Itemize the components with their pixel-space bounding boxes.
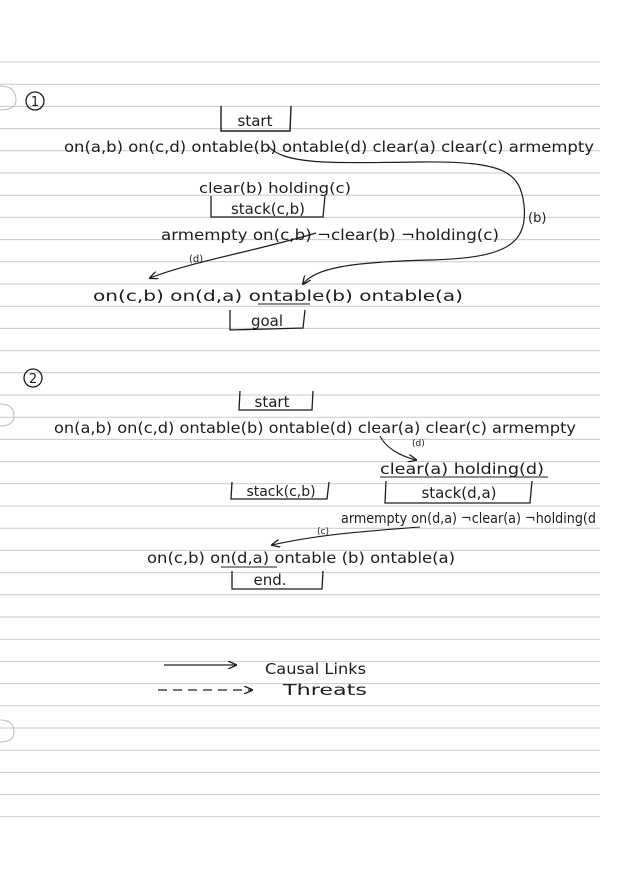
effects-1: armempty on(c,b) ¬clear(b) ¬holding(c) [161, 226, 499, 244]
end-state-2: on(c,b) on(d,a) ontable (b) ontable(a) [147, 549, 455, 567]
punch-hole-middle [0, 404, 14, 426]
diagram-1-number: 1 [30, 95, 40, 110]
action-label-2: stack(d,a) [421, 484, 497, 502]
link-label-c-2: (c) [317, 527, 329, 537]
action-label-1: stack(c,b) [230, 200, 306, 218]
start-state-2: on(a,b) on(c,d) ontable(b) ontable(d) clear(a) clear(c) armempty [54, 419, 577, 437]
link-label-d-2: (d) [412, 439, 425, 449]
preconditions-2: clear(a) holding(d) [380, 460, 544, 478]
diagram-1 [26, 92, 594, 330]
start-state-1: on(a,b) on(c,d) ontable(b) ontable(d) clear(a) clear(c) armempty [64, 138, 595, 156]
start-label-1: start [237, 112, 273, 130]
causal-link-b-1 [268, 146, 524, 284]
legend-threat-label: Threats [281, 681, 368, 699]
causal-link-c-2 [272, 527, 420, 545]
legend-causal-label: Causal Links [265, 660, 367, 678]
preconditions-1: clear(b) holding(c) [199, 181, 351, 197]
legend [158, 660, 367, 699]
effects-2: armempty on(d,a) ¬clear(a) ¬holding(d [341, 511, 596, 527]
diagram-2-number: 2 [28, 372, 38, 387]
pending-action-label-2: stack(c,b) [246, 484, 316, 500]
link-label-d-1: (d) [189, 254, 204, 265]
punch-hole-bottom [0, 720, 14, 742]
end-label-2: end. [253, 571, 287, 589]
goal-state-1: on(c,b) on(d,a) ontable(b) ontable(a) [93, 287, 463, 305]
link-label-b-1: (b) [528, 211, 547, 226]
goal-label-1: goal [250, 312, 284, 330]
start-label-2: start [254, 393, 290, 411]
diagram-2 [24, 369, 596, 589]
